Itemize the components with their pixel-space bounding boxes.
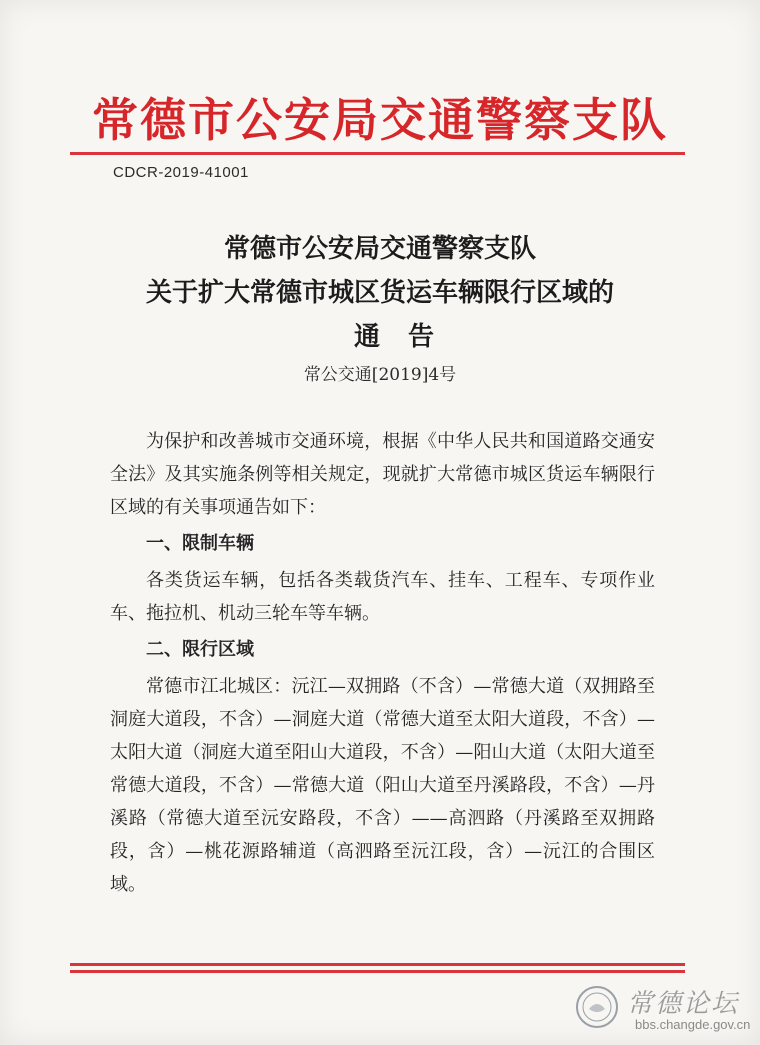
notice-title-line-2: 关于扩大常德市城区货运车辆限行区域的 bbox=[145, 278, 614, 308]
forum-watermark bbox=[575, 985, 755, 1040]
forum-logo-text: 常德论坛 bbox=[627, 989, 740, 1019]
notice-body bbox=[110, 425, 655, 901]
forum-url: bbs.changde.gov.cn bbox=[635, 1017, 751, 1032]
header-red-rule bbox=[70, 152, 685, 155]
section-2-paragraph: 常德市江北城区：沅江—双拥路（不含）—常德大道（双拥路至洞庭大道段，不含）—洞庭大道（常德大道至太阳大道段，不含）—太阳大道（洞庭大道至阳山大道段，不含）—阳山大道（太阳大道至常德大道段，不含）—常德大道（阳山大道至丹溪路段，不含）—丹溪路（常德大道至沅安路段，不含）——高泗路（丹溪路至双拥路段，含）—桃花源路辅道（高泗路至沅江段，含）—沅江的合围区域。 bbox=[110, 676, 655, 895]
issuing-authority-header: 常德市公安局交通警察支队 bbox=[92, 93, 668, 147]
notice-title-line-1: 常德市公安局交通警察支队 bbox=[223, 234, 536, 264]
document-code: CDCR-2019-41001 bbox=[113, 164, 249, 181]
notice-title-line-3: 通告 bbox=[353, 322, 462, 352]
intro-paragraph: 为保护和改善城市交通环境，根据《中华人民共和国道路交通安全法》及其实施条例等相关规定，现就扩大常德市城区货运车辆限行区域的有关事项通告如下： bbox=[110, 431, 655, 518]
section-2-heading: 二、限行区域 bbox=[146, 639, 254, 660]
document-number: 常公交通[2019]4号 bbox=[303, 365, 457, 385]
section-1-heading: 一、限制车辆 bbox=[146, 533, 254, 554]
footer-red-rule-2 bbox=[70, 970, 685, 973]
section-1-paragraph: 各类货运车辆，包括各类载货汽车、挂车、工程车、专项作业车、拖拉机、机动三轮车等车辆。 bbox=[110, 570, 655, 624]
footer-red-rule-1 bbox=[70, 963, 685, 966]
forum-seal-icon bbox=[575, 985, 619, 1029]
